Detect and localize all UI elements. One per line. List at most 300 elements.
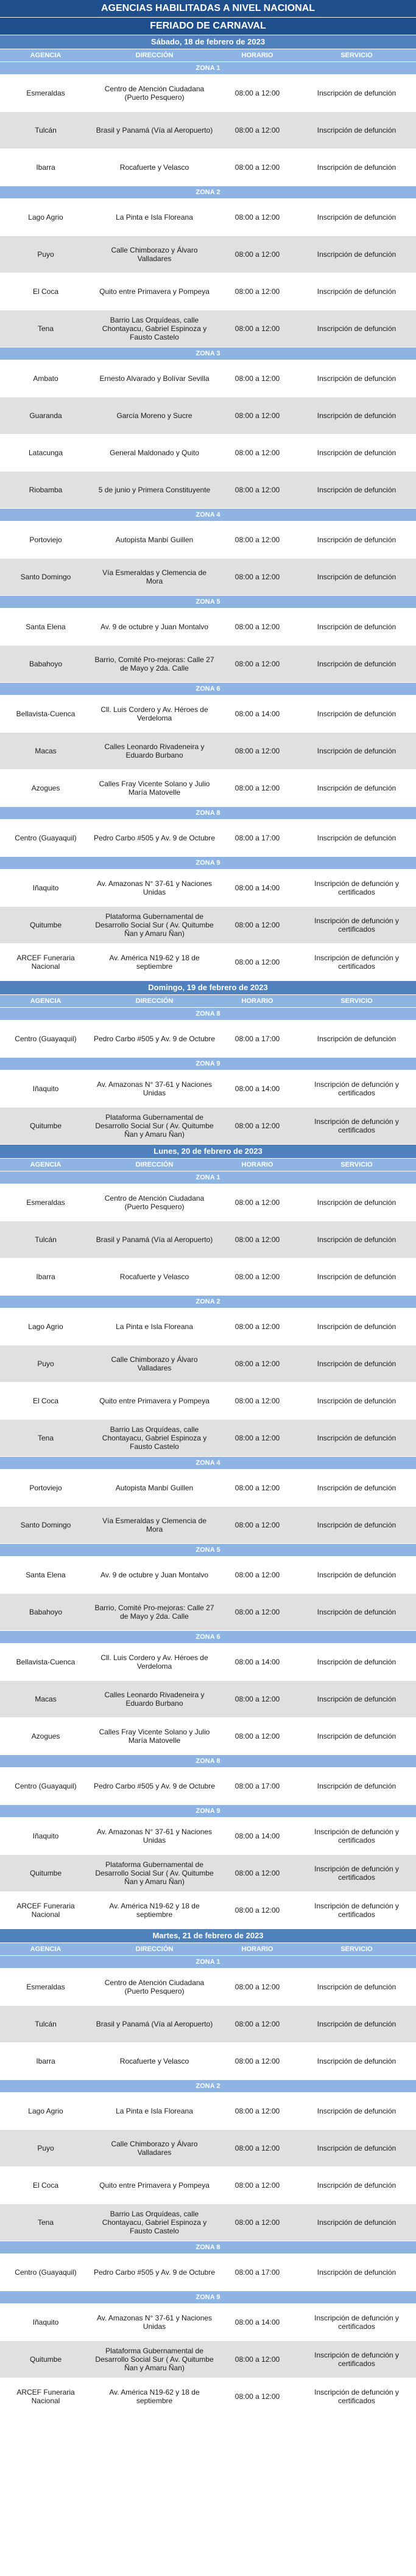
table-row <box>0 1383 416 1420</box>
zone-label: ZONA 6 <box>0 683 416 696</box>
table-row <box>0 199 416 236</box>
table-row <box>0 1308 416 1346</box>
service-cell: Inscripción de defunción <box>297 1718 416 1755</box>
service-cell: Inscripción de defunción <box>297 2043 416 2080</box>
day-row <box>0 981 416 995</box>
zone-label: ZONA 5 <box>0 596 416 609</box>
hours-cell: 08:00 a 12:00 <box>217 2167 297 2204</box>
agency-cell: Lago Agrio <box>0 1308 91 1346</box>
table-row <box>0 149 416 186</box>
agency-cell: Lago Agrio <box>0 2093 91 2130</box>
address-cell: 5 de junio y Primera Constituyente <box>91 472 217 509</box>
agency-cell: ARCEF Funeraria Nacional <box>0 2378 91 2415</box>
address-cell: Vía Esmeraldas y Clemencia de Mora <box>91 1507 217 1544</box>
service-cell: Inscripción de defunción <box>297 1308 416 1346</box>
service-cell: Inscripción de defunción <box>297 2130 416 2167</box>
table-row <box>0 870 416 907</box>
zone-row <box>0 596 416 609</box>
zone-label: ZONA 8 <box>0 1755 416 1768</box>
table-row <box>0 1681 416 1718</box>
hours-cell: 08:00 a 12:00 <box>217 1594 297 1631</box>
hours-cell: 08:00 a 12:00 <box>217 1969 297 2006</box>
agency-cell: Macas <box>0 733 91 770</box>
hours-cell: 08:00 a 17:00 <box>217 1021 297 1058</box>
zone-label: ZONA 6 <box>0 1631 416 1644</box>
agency-cell: Portoviejo <box>0 522 91 559</box>
table-row <box>0 2167 416 2204</box>
hours-cell: 08:00 a 12:00 <box>217 1184 297 1221</box>
hours-cell: 08:00 a 14:00 <box>217 1644 297 1681</box>
address-cell: Quito entre Primavera y Pompeya <box>91 1383 217 1420</box>
zone-label: ZONA 4 <box>0 1457 416 1470</box>
service-cell: Inscripción de defunción y certificados <box>297 1070 416 1108</box>
service-cell: Inscripción de defunción y certificados <box>297 2341 416 2378</box>
address-cell: La Pinta e Isla Floreana <box>91 2093 217 2130</box>
service-cell: Inscripción de defunción <box>297 273 416 310</box>
zone-label: ZONA 9 <box>0 2291 416 2304</box>
agency-cell: El Coca <box>0 2167 91 2204</box>
table-row <box>0 646 416 683</box>
hours-cell: 08:00 a 12:00 <box>217 1258 297 1296</box>
service-cell: Inscripción de defunción <box>297 2254 416 2291</box>
table-row <box>0 472 416 509</box>
table-row <box>0 75 416 112</box>
zone-row <box>0 857 416 870</box>
agency-cell: Quitumbe <box>0 1108 91 1145</box>
column-header-direccion: DIRECCIÓN <box>91 1159 217 1171</box>
service-cell: Inscripción de defunción <box>297 1258 416 1296</box>
column-header-direccion: DIRECCIÓN <box>91 995 217 1008</box>
table-row <box>0 696 416 733</box>
agency-cell: Ibarra <box>0 1258 91 1296</box>
zone-row <box>0 62 416 75</box>
address-cell: Quito entre Primavera y Pompeya <box>91 2167 217 2204</box>
address-cell: Av. 9 de octubre y Juan Montalvo <box>91 1557 217 1594</box>
agency-cell: Ibarra <box>0 149 91 186</box>
hours-cell: 08:00 a 14:00 <box>217 870 297 907</box>
agency-cell: Guaranda <box>0 397 91 435</box>
address-cell: Plataforma Gubernamental de Desarrollo Social Sur ( Av. Quitumbe Ñan y Amaru Ñan) <box>91 1855 217 1892</box>
table-row <box>0 236 416 273</box>
agency-cell: Tena <box>0 310 91 347</box>
address-cell: Autopista Manbí Guillen <box>91 1470 217 1507</box>
zone-label: ZONA 9 <box>0 1805 416 1818</box>
service-cell: Inscripción de defunción <box>297 1507 416 1544</box>
day-row <box>0 35 416 49</box>
agency-cell: Santo Domingo <box>0 1507 91 1544</box>
agency-cell: Riobamba <box>0 472 91 509</box>
address-cell: Autopista Manbí Guillen <box>91 522 217 559</box>
hours-cell: 08:00 a 12:00 <box>217 1557 297 1594</box>
service-cell: Inscripción de defunción <box>297 770 416 807</box>
table-row <box>0 1184 416 1221</box>
hours-cell: 08:00 a 17:00 <box>217 1768 297 1805</box>
hours-cell: 08:00 a 12:00 <box>217 944 297 981</box>
agency-cell: Ambato <box>0 360 91 397</box>
service-cell: Inscripción de defunción <box>297 1594 416 1631</box>
agency-cell: Puyo <box>0 2130 91 2167</box>
hours-cell: 08:00 a 12:00 <box>217 1470 297 1507</box>
day-row <box>0 1145 416 1159</box>
hours-cell: 08:00 a 12:00 <box>217 1855 297 1892</box>
column-header-agencia: AGENCIA <box>0 49 91 62</box>
agency-cell: Tena <box>0 1420 91 1457</box>
service-cell: Inscripción de defunción <box>297 696 416 733</box>
hours-cell: 08:00 a 12:00 <box>217 472 297 509</box>
zone-label: ZONA 8 <box>0 807 416 820</box>
service-cell: Inscripción de defunción <box>297 1021 416 1058</box>
address-cell: Centro de Atención Ciudadana (Puerto Pesquero) <box>91 75 217 112</box>
hours-cell: 08:00 a 12:00 <box>217 2130 297 2167</box>
table-row <box>0 1718 416 1755</box>
table-row <box>0 2304 416 2341</box>
hours-cell: 08:00 a 12:00 <box>217 1221 297 1258</box>
address-cell: Av. Amazonas N° 37-61 y Naciones Unidas <box>91 1070 217 1108</box>
hours-cell: 08:00 a 12:00 <box>217 2378 297 2415</box>
address-cell: Calle Chimborazo y Álvaro Valladares <box>91 2130 217 2167</box>
zone-row <box>0 1296 416 1308</box>
address-cell: Calle Chimborazo y Álvaro Valladares <box>91 236 217 273</box>
service-cell: Inscripción de defunción y certificados <box>297 907 416 944</box>
column-header-horario: HORARIO <box>217 49 297 62</box>
service-cell: Inscripción de defunción y certificados <box>297 1818 416 1855</box>
agency-cell: Bellavista-Cuenca <box>0 1644 91 1681</box>
table-row <box>0 1470 416 1507</box>
service-cell: Inscripción de defunción <box>297 522 416 559</box>
service-cell: Inscripción de defunción <box>297 149 416 186</box>
agency-cell: Azogues <box>0 1718 91 1755</box>
table-row <box>0 609 416 646</box>
zone-row <box>0 1956 416 1969</box>
zone-label: ZONA 8 <box>0 1008 416 1021</box>
address-cell: Centro de Atención Ciudadana (Puerto Pesquero) <box>91 1969 217 2006</box>
service-cell: Inscripción de defunción y certificados <box>297 1108 416 1145</box>
agency-cell: Santo Domingo <box>0 559 91 596</box>
address-cell: Barrio, Comité Pro-mejoras: Calle 27 de Mayo y 2da. Calle <box>91 646 217 683</box>
table-row <box>0 1644 416 1681</box>
hours-cell: 08:00 a 12:00 <box>217 360 297 397</box>
table-row <box>0 522 416 559</box>
address-cell: Calles Leonardo Rivadeneira y Eduardo Burbano <box>91 733 217 770</box>
day-heading: Lunes, 20 de febrero de 2023 <box>0 1145 416 1159</box>
table-row <box>0 310 416 347</box>
address-cell: Pedro Carbo #505 y Av. 9 de Octubre <box>91 2254 217 2291</box>
table-row <box>0 2341 416 2378</box>
column-header-servicio: SERVICIO <box>297 995 416 1008</box>
hours-cell: 08:00 a 12:00 <box>217 522 297 559</box>
hours-cell: 08:00 a 12:00 <box>217 1346 297 1383</box>
column-header-servicio: SERVICIO <box>297 1943 416 1956</box>
table-row <box>0 2254 416 2291</box>
table-row <box>0 770 416 807</box>
zone-row <box>0 347 416 360</box>
zone-label: ZONA 8 <box>0 2241 416 2254</box>
zone-label: ZONA 9 <box>0 857 416 870</box>
service-cell: Inscripción de defunción <box>297 820 416 857</box>
agency-cell: Tulcán <box>0 1221 91 1258</box>
address-cell: Plataforma Gubernamental de Desarrollo Social Sur ( Av. Quitumbe Ñan y Amaru Ñan) <box>91 907 217 944</box>
agency-cell: El Coca <box>0 273 91 310</box>
service-cell: Inscripción de defunción <box>297 199 416 236</box>
table-row <box>0 1594 416 1631</box>
address-cell: Rocafuerte y Velasco <box>91 149 217 186</box>
agency-cell: Quitumbe <box>0 907 91 944</box>
address-cell: Av. América N19-62 y 18 de septiembre <box>91 1892 217 1929</box>
service-cell: Inscripción de defunción <box>297 609 416 646</box>
agency-cell: Santa Elena <box>0 1557 91 1594</box>
column-header-horario: HORARIO <box>217 995 297 1008</box>
zone-row <box>0 1171 416 1184</box>
table-row <box>0 1346 416 1383</box>
service-cell: Inscripción de defunción <box>297 1221 416 1258</box>
table-row <box>0 1768 416 1805</box>
table-row <box>0 2093 416 2130</box>
column-header-agencia: AGENCIA <box>0 1159 91 1171</box>
table-row <box>0 944 416 981</box>
agency-cell: Babahoyo <box>0 646 91 683</box>
column-header-horario: HORARIO <box>217 1159 297 1171</box>
agency-cell: Ibarra <box>0 2043 91 2080</box>
agency-cell: Centro (Guayaquil) <box>0 1768 91 1805</box>
table-row <box>0 1507 416 1544</box>
zone-label: ZONA 1 <box>0 1171 416 1184</box>
address-cell: General Maldonado y Quito <box>91 435 217 472</box>
table-row <box>0 397 416 435</box>
address-cell: Plataforma Gubernamental de Desarrollo Social Sur ( Av. Quitumbe Ñan y Amaru Ñan) <box>91 1108 217 1145</box>
service-cell: Inscripción de defunción <box>297 360 416 397</box>
column-header-row <box>0 1159 416 1171</box>
zone-row <box>0 1805 416 1818</box>
table-row <box>0 2130 416 2167</box>
hours-cell: 08:00 a 12:00 <box>217 2204 297 2241</box>
agency-cell: Esmeraldas <box>0 1969 91 2006</box>
day-heading: Domingo, 19 de febrero de 2023 <box>0 981 416 995</box>
address-cell: Calle Chimborazo y Álvaro Valladares <box>91 1346 217 1383</box>
column-header-row <box>0 1943 416 1956</box>
service-cell: Inscripción de defunción <box>297 1383 416 1420</box>
zone-label: ZONA 1 <box>0 1956 416 1969</box>
zone-label: ZONA 2 <box>0 186 416 199</box>
service-cell: Inscripción de defunción y certificados <box>297 870 416 907</box>
hours-cell: 08:00 a 17:00 <box>217 820 297 857</box>
service-cell: Inscripción de defunción <box>297 1969 416 2006</box>
agency-cell: ARCEF Funeraria Nacional <box>0 944 91 981</box>
table-row <box>0 1557 416 1594</box>
address-cell: Rocafuerte y Velasco <box>91 1258 217 1296</box>
hours-cell: 08:00 a 12:00 <box>217 236 297 273</box>
service-cell: Inscripción de defunción y certificados <box>297 2304 416 2341</box>
agency-cell: Tena <box>0 2204 91 2241</box>
table-row <box>0 1892 416 1929</box>
address-cell: Cll. Luis Cordero y Av. Héroes de Verdeloma <box>91 696 217 733</box>
agency-cell: Bellavista-Cuenca <box>0 696 91 733</box>
service-cell: Inscripción de defunción <box>297 75 416 112</box>
zone-row <box>0 1631 416 1644</box>
hours-cell: 08:00 a 12:00 <box>217 273 297 310</box>
address-cell: Barrio Las Orquídeas, calle Chontayacu, Gabriel Espinoza y Fausto Castelo <box>91 1420 217 1457</box>
agency-cell: Esmeraldas <box>0 1184 91 1221</box>
zone-label: ZONA 1 <box>0 62 416 75</box>
column-header-servicio: SERVICIO <box>297 1159 416 1171</box>
address-cell: Brasil y Panamá (Vía al Aeropuerto) <box>91 1221 217 1258</box>
address-cell: Av. América N19-62 y 18 de septiembre <box>91 2378 217 2415</box>
hours-cell: 08:00 a 17:00 <box>217 2254 297 2291</box>
table-row <box>0 907 416 944</box>
zone-row <box>0 509 416 522</box>
zone-label: ZONA 5 <box>0 1544 416 1557</box>
agency-cell: Tulcán <box>0 112 91 149</box>
column-header-row <box>0 995 416 1008</box>
hours-cell: 08:00 a 12:00 <box>217 199 297 236</box>
table-row <box>0 1818 416 1855</box>
hours-cell: 08:00 a 12:00 <box>217 609 297 646</box>
column-header-agencia: AGENCIA <box>0 1943 91 1956</box>
agency-cell: Quitumbe <box>0 1855 91 1892</box>
address-cell: Cll. Luis Cordero y Av. Héroes de Verdeloma <box>91 1644 217 1681</box>
service-cell: Inscripción de defunción y certificados <box>297 1892 416 1929</box>
agency-cell: Portoviejo <box>0 1470 91 1507</box>
address-cell: Ernesto Alvarado y Bolívar Sevilla <box>91 360 217 397</box>
service-cell: Inscripción de defunción <box>297 733 416 770</box>
table-row <box>0 559 416 596</box>
zone-label: ZONA 4 <box>0 509 416 522</box>
table-row <box>0 1420 416 1457</box>
service-cell: Inscripción de defunción <box>297 559 416 596</box>
hours-cell: 08:00 a 12:00 <box>217 1507 297 1544</box>
table-row <box>0 733 416 770</box>
address-cell: Barrio Las Orquídeas, calle Chontayacu, Gabriel Espinoza y Fausto Castelo <box>91 310 217 347</box>
address-cell: Calles Leonardo Rivadeneira y Eduardo Burbano <box>91 1681 217 1718</box>
hours-cell: 08:00 a 12:00 <box>217 397 297 435</box>
table-row <box>0 1221 416 1258</box>
hours-cell: 08:00 a 12:00 <box>217 646 297 683</box>
service-cell: Inscripción de defunción <box>297 2006 416 2043</box>
zone-row <box>0 2241 416 2254</box>
hours-cell: 08:00 a 12:00 <box>217 1892 297 1929</box>
table-row <box>0 1969 416 2006</box>
column-header-horario: HORARIO <box>217 1943 297 1956</box>
hours-cell: 08:00 a 12:00 <box>217 75 297 112</box>
hours-cell: 08:00 a 12:00 <box>217 2093 297 2130</box>
service-cell: Inscripción de defunción <box>297 1420 416 1457</box>
zone-row <box>0 1544 416 1557</box>
table-row <box>0 2006 416 2043</box>
address-cell: Brasil y Panamá (Vía al Aeropuerto) <box>91 2006 217 2043</box>
agency-cell: Puyo <box>0 236 91 273</box>
service-cell: Inscripción de defunción <box>297 1470 416 1507</box>
hours-cell: 08:00 a 12:00 <box>217 1718 297 1755</box>
table-row <box>0 2043 416 2080</box>
agency-cell: Azogues <box>0 770 91 807</box>
service-cell: Inscripción de defunción <box>297 435 416 472</box>
column-header-direccion: DIRECCIÓN <box>91 1943 217 1956</box>
hours-cell: 08:00 a 12:00 <box>217 2006 297 2043</box>
service-cell: Inscripción de defunción <box>297 1644 416 1681</box>
zone-label: ZONA 2 <box>0 1296 416 1308</box>
service-cell: Inscripción de defunción <box>297 236 416 273</box>
column-header-row <box>0 49 416 62</box>
zone-row <box>0 1058 416 1070</box>
address-cell: Pedro Carbo #505 y Av. 9 de Octubre <box>91 1768 217 1805</box>
day-heading: Martes, 21 de febrero de 2023 <box>0 1929 416 1943</box>
address-cell: Pedro Carbo #505 y Av. 9 de Octubre <box>91 1021 217 1058</box>
day-heading: Sábado, 18 de febrero de 2023 <box>0 35 416 49</box>
hours-cell: 08:00 a 12:00 <box>217 1383 297 1420</box>
agency-cell: Tulcán <box>0 2006 91 2043</box>
agency-cell: Iñaquito <box>0 1070 91 1108</box>
hours-cell: 08:00 a 12:00 <box>217 907 297 944</box>
day-row <box>0 1929 416 1943</box>
address-cell: Brasil y Panamá (Vía al Aeropuerto) <box>91 112 217 149</box>
column-header-direccion: DIRECCIÓN <box>91 49 217 62</box>
hours-cell: 08:00 a 12:00 <box>217 1681 297 1718</box>
hours-cell: 08:00 a 12:00 <box>217 310 297 347</box>
zone-row <box>0 1457 416 1470</box>
hours-cell: 08:00 a 12:00 <box>217 112 297 149</box>
agency-cell: Latacunga <box>0 435 91 472</box>
hours-cell: 08:00 a 12:00 <box>217 1308 297 1346</box>
service-cell: Inscripción de defunción <box>297 2204 416 2241</box>
table-row <box>0 435 416 472</box>
address-cell: Av. Amazonas N° 37-61 y Naciones Unidas <box>91 2304 217 2341</box>
zone-label: ZONA 3 <box>0 347 416 360</box>
hours-cell: 08:00 a 12:00 <box>217 2341 297 2378</box>
address-cell: Barrio, Comité Pro-mejoras: Calle 27 de Mayo y 2da. Calle <box>91 1594 217 1631</box>
service-cell: Inscripción de defunción <box>297 1346 416 1383</box>
table-row <box>0 2204 416 2241</box>
agency-cell: El Coca <box>0 1383 91 1420</box>
service-cell: Inscripción de defunción <box>297 472 416 509</box>
hours-cell: 08:00 a 12:00 <box>217 733 297 770</box>
agency-cell: Iñaquito <box>0 1818 91 1855</box>
agency-cell: Iñaquito <box>0 2304 91 2341</box>
address-cell: Av. Amazonas N° 37-61 y Naciones Unidas <box>91 870 217 907</box>
service-cell: Inscripción de defunción y certificados <box>297 1855 416 1892</box>
zone-row <box>0 2291 416 2304</box>
zone-row <box>0 1008 416 1021</box>
address-cell: García Moreno y Sucre <box>91 397 217 435</box>
table-row <box>0 2378 416 2415</box>
hours-cell: 08:00 a 14:00 <box>217 1818 297 1855</box>
agency-cell: Centro (Guayaquil) <box>0 820 91 857</box>
agency-cell: Centro (Guayaquil) <box>0 1021 91 1058</box>
table-row <box>0 1258 416 1296</box>
table-row <box>0 1108 416 1145</box>
agency-cell: Lago Agrio <box>0 199 91 236</box>
agency-cell: Puyo <box>0 1346 91 1383</box>
hours-cell: 08:00 a 12:00 <box>217 2043 297 2080</box>
address-cell: Calles Fray Vicente Solano y Julio María Matovelle <box>91 770 217 807</box>
address-cell: Plataforma Gubernamental de Desarrollo Social Sur ( Av. Quitumbe Ñan y Amaru Ñan) <box>91 2341 217 2378</box>
table-row <box>0 1070 416 1108</box>
hours-cell: 08:00 a 12:00 <box>217 770 297 807</box>
zone-row <box>0 186 416 199</box>
column-header-servicio: SERVICIO <box>297 49 416 62</box>
column-header-agencia: AGENCIA <box>0 995 91 1008</box>
table-row <box>0 1855 416 1892</box>
table-row <box>0 360 416 397</box>
service-cell: Inscripción de defunción <box>297 1681 416 1718</box>
address-cell: La Pinta e Isla Floreana <box>91 1308 217 1346</box>
agency-cell: Macas <box>0 1681 91 1718</box>
agency-cell: Santa Elena <box>0 609 91 646</box>
agency-cell: Centro (Guayaquil) <box>0 2254 91 2291</box>
hours-cell: 08:00 a 12:00 <box>217 149 297 186</box>
service-cell: Inscripción de defunción y certificados <box>297 944 416 981</box>
hours-cell: 08:00 a 12:00 <box>217 435 297 472</box>
agency-cell: Quitumbe <box>0 2341 91 2378</box>
service-cell: Inscripción de defunción <box>297 1557 416 1594</box>
